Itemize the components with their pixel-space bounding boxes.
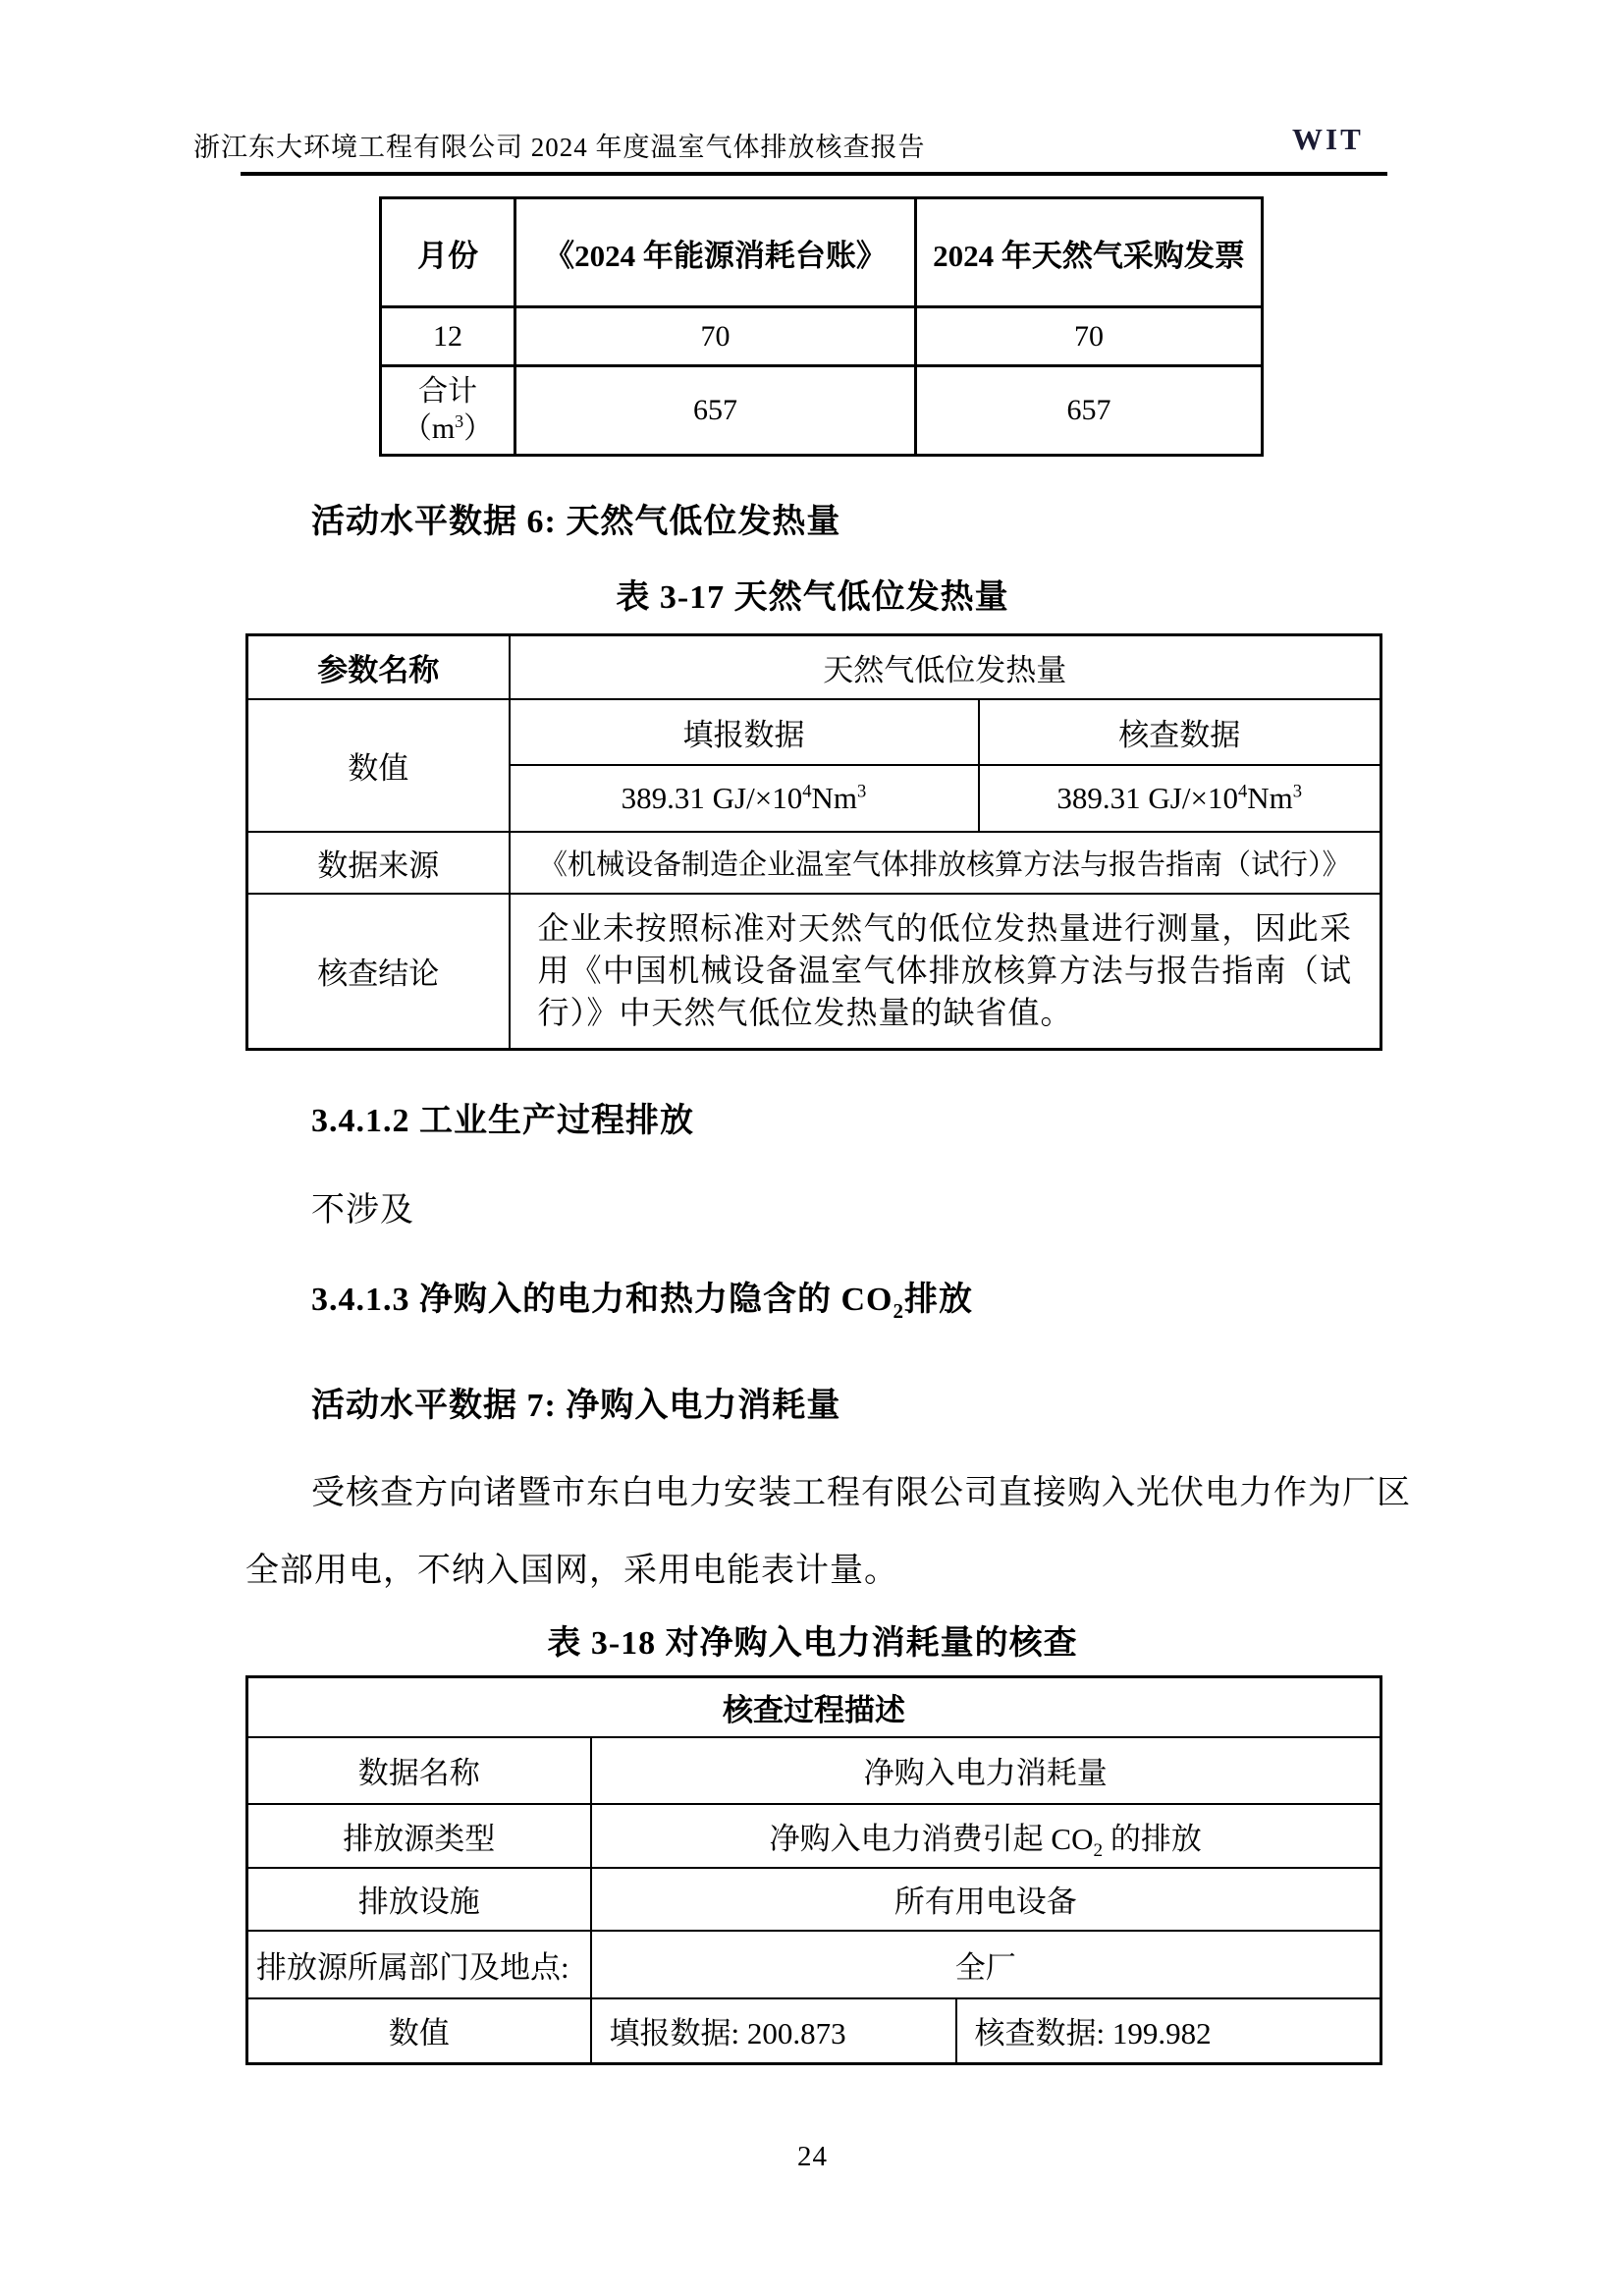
t317-source-row bbox=[247, 832, 1381, 894]
t317-reported-value bbox=[510, 765, 979, 832]
cell-total-invoice: 657 bbox=[916, 366, 1263, 456]
co2-subscript: 2 bbox=[893, 1298, 905, 1323]
t318-source-type-value bbox=[591, 1804, 1381, 1868]
t318-reported-value: 填报数据: 200.873 bbox=[591, 1998, 956, 2064]
reported-value-mid: Nm bbox=[811, 780, 858, 815]
col-header-month: 月份 bbox=[381, 198, 515, 307]
t317-param-label: 参数名称 bbox=[247, 635, 510, 699]
total-unit-post: ） bbox=[463, 412, 494, 445]
t318-data-name-label: 数据名称 bbox=[247, 1737, 591, 1804]
t318-data-name-value: 净购入电力消耗量 bbox=[591, 1737, 1381, 1804]
t318-facility-label: 排放设施 bbox=[247, 1868, 591, 1931]
verified-value-pre: 389.31 GJ/×10 bbox=[1056, 780, 1238, 815]
cell-total-ledger: 657 bbox=[515, 366, 916, 456]
source-type-co2-sub: 2 bbox=[1093, 1839, 1104, 1861]
activity-data-7-heading: 活动水平数据 7: 净购入电力消耗量 bbox=[311, 1388, 841, 1424]
t317-source-label: 数据来源 bbox=[247, 832, 510, 894]
t317-param-row bbox=[247, 635, 1381, 699]
total-unit-sup: 3 bbox=[455, 411, 464, 431]
paragraph-line-2: 全部用电，不纳入国网，采用电能表计量。 bbox=[245, 1553, 898, 1589]
verified-value-sup1: 4 bbox=[1237, 781, 1248, 802]
source-type-pre: 净购入电力消费引起 CO bbox=[769, 1821, 1094, 1856]
t317-value-label: 数值 bbox=[247, 699, 510, 832]
paragraph-line-1: 受核查方向诸暨市东白电力安装工程有限公司直接购入光伏电力作为厂区 bbox=[311, 1475, 1411, 1511]
reported-value-sup2: 3 bbox=[857, 781, 867, 802]
activity-data-6-heading: 活动水平数据 6: 天然气低位发热量 bbox=[311, 504, 841, 540]
t318-facility-value: 所有用电设备 bbox=[591, 1868, 1381, 1931]
t318-department-label: 排放源所属部门及地点: bbox=[247, 1931, 591, 1998]
report-header-title: 浙江东大环境工程有限公司 2024 年度温室气体排放核查报告 bbox=[193, 133, 926, 162]
gas-table-total-row bbox=[381, 366, 1263, 456]
total-label-line1: 合计 bbox=[418, 375, 477, 408]
cell-invoice-12: 70 bbox=[916, 307, 1263, 366]
page-number: 24 bbox=[797, 2141, 828, 2172]
col-header-energy-ledger: 《2024 年能源消耗台账》 bbox=[515, 198, 916, 307]
t318-header-row bbox=[247, 1677, 1381, 1737]
company-logo-text: WIT bbox=[1292, 122, 1364, 156]
t318-facility-row bbox=[247, 1868, 1381, 1931]
cell-month-12: 12 bbox=[381, 307, 515, 366]
t317-verified-value bbox=[979, 765, 1381, 832]
t317-reported-header: 填报数据 bbox=[510, 699, 979, 765]
source-type-post: 的排放 bbox=[1103, 1821, 1202, 1856]
t318-department-value: 全厂 bbox=[591, 1931, 1381, 1998]
t318-department-row bbox=[247, 1931, 1381, 1998]
t317-value-header-row bbox=[247, 699, 1381, 765]
section-3-4-1-2-heading: 3.4.1.2 工业生产过程排放 bbox=[311, 1103, 694, 1139]
section-3-4-1-3-post: 排放 bbox=[904, 1282, 974, 1318]
table-3-18-title: 表 3-18 对净购入电力消耗量的核查 bbox=[547, 1625, 1078, 1662]
t318-value-row bbox=[247, 1998, 1381, 2064]
verified-value-mid: Nm bbox=[1247, 780, 1293, 815]
t318-value-label: 数值 bbox=[247, 1998, 591, 2064]
t317-param-value: 天然气低位发热量 bbox=[510, 635, 1381, 699]
t317-conclusion-label: 核查结论 bbox=[247, 894, 510, 1050]
t317-conclusion-row bbox=[247, 894, 1381, 1050]
not-involved-text: 不涉及 bbox=[311, 1192, 414, 1229]
t318-process-header: 核查过程描述 bbox=[247, 1677, 1381, 1737]
gas-table-header-row bbox=[381, 198, 1263, 307]
t318-data-name-row bbox=[247, 1737, 1381, 1804]
t317-verified-header: 核查数据 bbox=[979, 699, 1381, 765]
total-label-line2 bbox=[382, 410, 514, 448]
table-3-17 bbox=[245, 633, 1382, 1051]
t317-conclusion-text: 企业未按照标准对天然气的低位发热量进行测量，因此采用《中国机械设备温室气体排放核算方法与报告指南（试行）》中天然气低位发热量的缺省值。 bbox=[510, 894, 1381, 1050]
reported-value-pre: 389.31 GJ/×10 bbox=[621, 780, 803, 815]
header-rule bbox=[241, 172, 1387, 176]
verified-value-sup2: 3 bbox=[1292, 781, 1303, 802]
cell-total-label bbox=[381, 366, 515, 456]
section-3-4-1-3-heading bbox=[311, 1272, 974, 1323]
t318-verified-value: 核查数据: 199.982 bbox=[956, 1998, 1381, 2064]
t317-source-value: 《机械设备制造企业温室气体排放核算方法与报告指南（试行）》 bbox=[510, 832, 1381, 894]
col-header-gas-invoice: 2024 年天然气采购发票 bbox=[916, 198, 1263, 307]
gas-table-row-december bbox=[381, 307, 1263, 366]
cell-ledger-12: 70 bbox=[515, 307, 916, 366]
t318-source-type-row bbox=[247, 1804, 1381, 1868]
total-unit-pre: （m bbox=[402, 412, 456, 445]
table-3-18 bbox=[245, 1675, 1382, 2065]
reported-value-sup1: 4 bbox=[802, 781, 812, 802]
t318-source-type-label: 排放源类型 bbox=[247, 1804, 591, 1868]
gas-consumption-table bbox=[379, 196, 1264, 457]
section-3-4-1-3-pre: 3.4.1.3 净购入的电力和热力隐含的 CO bbox=[311, 1282, 893, 1318]
table-3-17-title: 表 3-17 天然气低位发热量 bbox=[616, 579, 1009, 616]
